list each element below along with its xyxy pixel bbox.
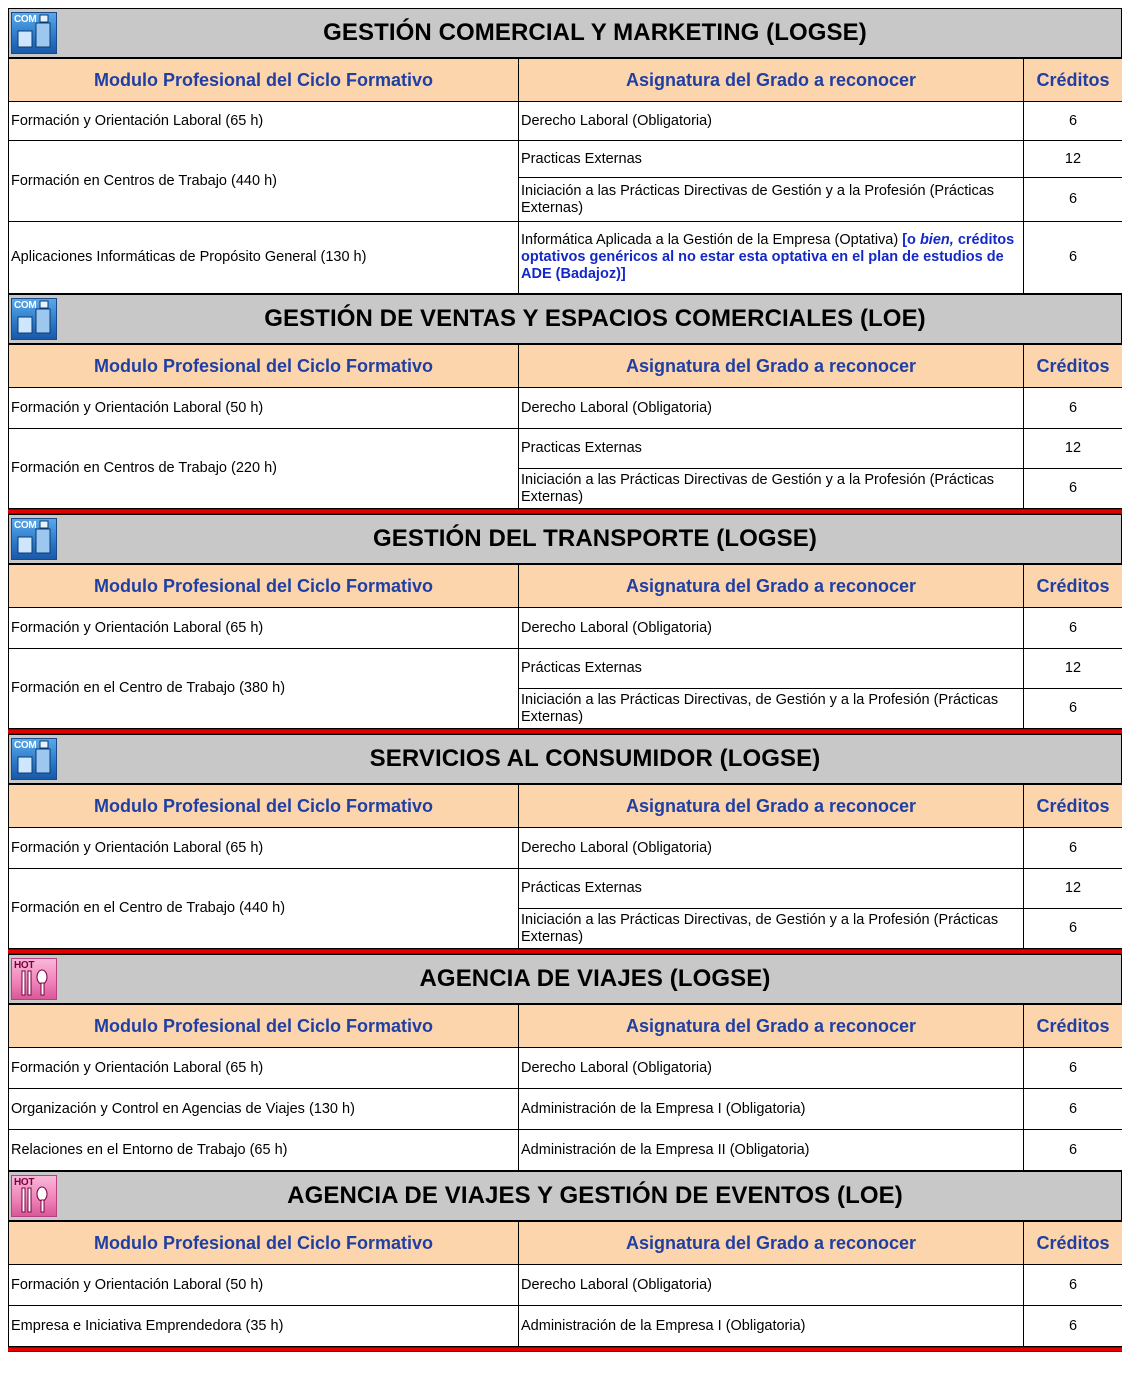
section-title-bar <box>8 294 1122 344</box>
cell-creditos: 6 <box>1024 1306 1122 1347</box>
cell-asignatura: Administración de la Empresa I (Obligatoria) <box>519 1089 1024 1130</box>
cell-asignatura: Derecho Laboral (Obligatoria) <box>519 1265 1024 1306</box>
cell-creditos: 12 <box>1024 429 1122 469</box>
section-title-bar <box>8 8 1122 58</box>
section-table <box>8 1004 1122 1171</box>
cell-asignatura: Derecho Laboral (Obligatoria) <box>519 828 1024 869</box>
column-header-modulo: Modulo Profesional del Ciclo Formativo <box>9 785 519 828</box>
cell-modulo: Formación y Orientación Laboral (50 h) <box>9 388 519 429</box>
cell-creditos: 6 <box>1024 178 1122 222</box>
table-row <box>9 869 1122 909</box>
cell-asignatura: Derecho Laboral (Obligatoria) <box>519 102 1024 141</box>
section-title-bar <box>8 514 1122 564</box>
cell-creditos: 12 <box>1024 649 1122 689</box>
hot-icon: HOT <box>11 958 57 1000</box>
cell-asignatura: Iniciación a las Prácticas Directivas de Gestión y a la Profesión (Prácticas Externas) <box>519 178 1024 222</box>
section-title-bar <box>8 734 1122 784</box>
cell-creditos: 6 <box>1024 1130 1122 1171</box>
cell-creditos: 6 <box>1024 909 1122 949</box>
column-header-row <box>9 565 1122 608</box>
table-row <box>9 1306 1122 1347</box>
note-open: [o <box>902 232 916 248</box>
table-row <box>9 608 1122 649</box>
section-agencia-viajes <box>8 954 1122 1171</box>
section-table <box>8 58 1122 294</box>
table-row <box>9 828 1122 869</box>
cell-creditos: 6 <box>1024 828 1122 869</box>
cell-modulo: Formación y Orientación Laboral (65 h) <box>9 1048 519 1089</box>
cell-asignatura: Iniciación a las Prácticas Directivas, de Gestión y a la Profesión (Prácticas Externas) <box>519 689 1024 729</box>
column-header-modulo: Modulo Profesional del Ciclo Formativo <box>9 345 519 388</box>
section-title-bar <box>8 1171 1122 1221</box>
column-header-row <box>9 345 1122 388</box>
section-title: GESTIÓN COMERCIAL Y MARKETING (LOGSE) <box>323 19 867 46</box>
cell-creditos: 12 <box>1024 141 1122 178</box>
section-table <box>8 564 1122 729</box>
cell-asignatura: Prácticas Externas <box>519 649 1024 689</box>
cell-asignatura: Administración de la Empresa II (Obligatoria) <box>519 1130 1024 1171</box>
cell-modulo: Relaciones en el Entorno de Trabajo (65 h) <box>9 1130 519 1171</box>
cell-creditos: 6 <box>1024 1265 1122 1306</box>
note-italic: bien, <box>919 232 954 248</box>
credit-recognition-sheet <box>8 8 1122 1352</box>
cell-creditos: 6 <box>1024 102 1122 141</box>
column-header-creditos: Créditos <box>1024 785 1122 828</box>
section-table <box>8 1221 1122 1347</box>
cell-modulo: Formación en el Centro de Trabajo (440 h) <box>9 869 519 949</box>
cell-asignatura: Derecho Laboral (Obligatoria) <box>519 1048 1024 1089</box>
column-header-modulo: Modulo Profesional del Ciclo Formativo <box>9 59 519 102</box>
asignatura-text: Informática Aplicada a la Gestión de la Empresa (Optativa) <box>521 232 899 248</box>
cell-asignatura: Practicas Externas <box>519 141 1024 178</box>
cell-creditos: 6 <box>1024 689 1122 729</box>
section-gestion-comercial <box>8 8 1122 294</box>
table-row <box>9 1089 1122 1130</box>
table-row <box>9 222 1122 294</box>
cell-creditos: 6 <box>1024 469 1122 509</box>
column-header-asignatura: Asignatura del Grado a reconocer <box>519 785 1024 828</box>
column-header-row <box>9 1005 1122 1048</box>
column-header-modulo: Modulo Profesional del Ciclo Formativo <box>9 1222 519 1265</box>
section-table <box>8 784 1122 949</box>
column-header-asignatura: Asignatura del Grado a reconocer <box>519 1005 1024 1048</box>
cell-modulo: Formación en Centros de Trabajo (440 h) <box>9 141 519 222</box>
section-gestion-transporte <box>8 514 1122 734</box>
section-servicios-consumidor <box>8 734 1122 954</box>
table-row <box>9 1048 1122 1089</box>
section-separator <box>8 1347 1122 1352</box>
section-gestion-ventas <box>8 294 1122 514</box>
cell-modulo: Formación y Orientación Laboral (65 h) <box>9 608 519 649</box>
cell-creditos: 6 <box>1024 1089 1122 1130</box>
table-row <box>9 141 1122 178</box>
cell-asignatura: Derecho Laboral (Obligatoria) <box>519 608 1024 649</box>
table-row <box>9 649 1122 689</box>
column-header-creditos: Créditos <box>1024 1005 1122 1048</box>
cell-creditos: 6 <box>1024 1048 1122 1089</box>
com-icon: COM <box>11 518 57 560</box>
cell-asignatura: Administración de la Empresa I (Obligatoria) <box>519 1306 1024 1347</box>
cell-creditos: 6 <box>1024 222 1122 294</box>
column-header-creditos: Créditos <box>1024 1222 1122 1265</box>
note-rest: créditos optativos genéricos al no estar esta optativa en el plan de estudios de ADE (Badajoz)] <box>521 232 1015 282</box>
cell-asignatura: Prácticas Externas <box>519 869 1024 909</box>
cell-modulo: Aplicaciones Informáticas de Propósito General (130 h) <box>9 222 519 294</box>
cell-modulo: Formación en Centros de Trabajo (220 h) <box>9 429 519 509</box>
com-icon: COM <box>11 12 57 54</box>
cell-asignatura: Iniciación a las Prácticas Directivas de Gestión y a la Profesión (Prácticas Externas) <box>519 469 1024 509</box>
section-title: GESTIÓN DE VENTAS Y ESPACIOS COMERCIALES (LOE) <box>264 305 926 332</box>
section-title: AGENCIA DE VIAJES (LOGSE) <box>419 965 771 992</box>
table-row <box>9 1265 1122 1306</box>
column-header-row <box>9 1222 1122 1265</box>
cell-modulo: Organización y Control en Agencias de Viajes (130 h) <box>9 1089 519 1130</box>
cell-modulo: Formación y Orientación Laboral (65 h) <box>9 102 519 141</box>
cell-creditos: 12 <box>1024 869 1122 909</box>
hot-icon: HOT <box>11 1175 57 1217</box>
com-icon: COM <box>11 298 57 340</box>
cell-creditos: 6 <box>1024 608 1122 649</box>
section-title: GESTIÓN DEL TRANSPORTE (LOGSE) <box>373 525 817 552</box>
cell-modulo: Formación y Orientación Laboral (50 h) <box>9 1265 519 1306</box>
section-title: SERVICIOS AL CONSUMIDOR (LOGSE) <box>369 745 821 772</box>
cell-asignatura: Iniciación a las Prácticas Directivas, de Gestión y a la Profesión (Prácticas Externas) <box>519 909 1024 949</box>
column-header-asignatura: Asignatura del Grado a reconocer <box>519 565 1024 608</box>
section-title: AGENCIA DE VIAJES Y GESTIÓN DE EVENTOS (LOE) <box>287 1182 903 1209</box>
column-header-modulo: Modulo Profesional del Ciclo Formativo <box>9 565 519 608</box>
table-row <box>9 429 1122 469</box>
table-row <box>9 388 1122 429</box>
column-header-asignatura: Asignatura del Grado a reconocer <box>519 59 1024 102</box>
cell-modulo: Formación y Orientación Laboral (65 h) <box>9 828 519 869</box>
cell-asignatura <box>519 222 1024 294</box>
column-header-creditos: Créditos <box>1024 59 1122 102</box>
cell-modulo: Formación en el Centro de Trabajo (380 h) <box>9 649 519 729</box>
column-header-row <box>9 59 1122 102</box>
column-header-asignatura: Asignatura del Grado a reconocer <box>519 1222 1024 1265</box>
table-row <box>9 102 1122 141</box>
column-header-creditos: Créditos <box>1024 565 1122 608</box>
table-row <box>9 1130 1122 1171</box>
cell-asignatura: Practicas Externas <box>519 429 1024 469</box>
column-header-asignatura: Asignatura del Grado a reconocer <box>519 345 1024 388</box>
section-table <box>8 344 1122 509</box>
cell-creditos: 6 <box>1024 388 1122 429</box>
column-header-modulo: Modulo Profesional del Ciclo Formativo <box>9 1005 519 1048</box>
section-title-bar <box>8 954 1122 1004</box>
column-header-creditos: Créditos <box>1024 345 1122 388</box>
column-header-row <box>9 785 1122 828</box>
cell-asignatura: Derecho Laboral (Obligatoria) <box>519 388 1024 429</box>
cell-modulo: Empresa e Iniciativa Emprendedora (35 h) <box>9 1306 519 1347</box>
com-icon: COM <box>11 738 57 780</box>
section-agencia-viajes-eventos <box>8 1171 1122 1352</box>
